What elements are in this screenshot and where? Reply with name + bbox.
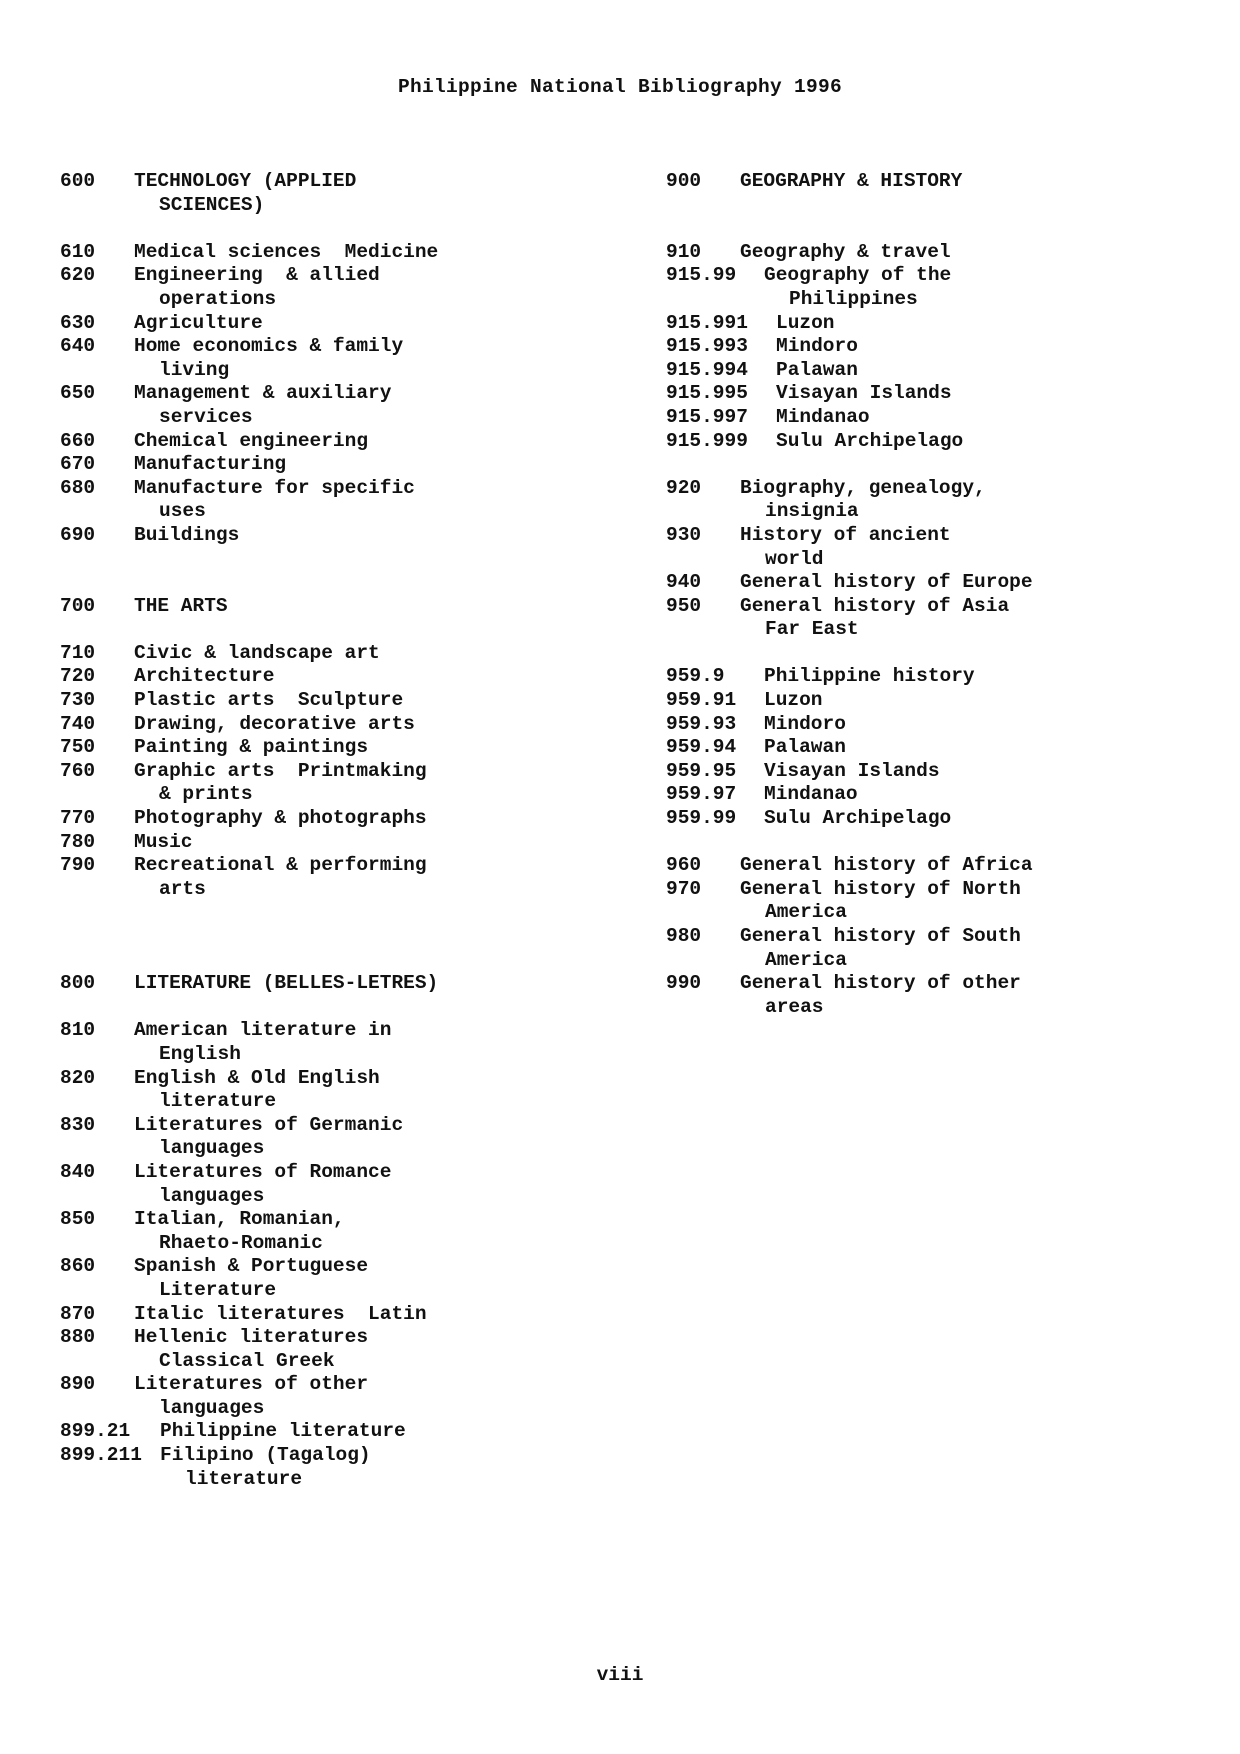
class-caption — [134, 453, 286, 477]
class-number: 970 — [666, 877, 702, 900]
class-caption — [776, 406, 870, 430]
caption-line: Literatures of Romance — [134, 1160, 392, 1183]
caption-line: General history of Africa — [740, 854, 1033, 877]
classification-entry — [666, 406, 1033, 430]
spacer — [60, 901, 438, 972]
classification-entry — [666, 736, 1033, 760]
class-number: 600 — [60, 170, 96, 192]
class-caption — [764, 689, 823, 713]
classification-entry — [60, 713, 438, 737]
class-caption — [134, 170, 356, 217]
class-caption — [134, 477, 415, 524]
class-caption — [134, 972, 438, 996]
caption-line: Mindanao — [776, 405, 870, 428]
caption-line: General history of North — [740, 877, 1021, 900]
caption-line: Literatures of other — [134, 1373, 369, 1396]
caption-continuation: America — [765, 948, 847, 971]
class-caption — [764, 783, 858, 807]
class-number: 990 — [666, 972, 702, 995]
caption-line: Philippine history — [764, 665, 975, 688]
spacer — [666, 642, 1033, 666]
class-caption — [740, 972, 1021, 1019]
caption-line: Architecture — [134, 665, 275, 688]
class-caption — [740, 524, 951, 571]
class-caption — [134, 1208, 345, 1255]
class-number: 959.97 — [666, 783, 737, 806]
spacer — [60, 996, 438, 1020]
class-caption — [134, 831, 193, 855]
caption-line: Palawan — [776, 358, 858, 381]
classification-entry — [60, 807, 438, 831]
caption-continuation: America — [765, 901, 847, 924]
class-number: 959.94 — [666, 736, 737, 759]
classification-entry — [666, 335, 1033, 359]
caption-continuation: world — [765, 547, 824, 570]
class-caption — [776, 312, 835, 336]
class-caption — [740, 241, 951, 265]
caption-continuation: arts — [159, 877, 206, 900]
caption-line: Visayan Islands — [776, 382, 952, 405]
caption-line: History of ancient — [740, 523, 951, 546]
caption-line: Home economics & family — [134, 335, 404, 358]
classification-entry — [60, 430, 438, 454]
class-caption — [740, 571, 1033, 595]
class-number: 740 — [60, 712, 96, 735]
class-caption — [134, 1255, 368, 1302]
class-number: 915.993 — [666, 335, 748, 358]
class-caption — [134, 241, 438, 265]
classification-entry — [60, 241, 438, 265]
caption-line: Spanish & Portuguese — [134, 1255, 369, 1278]
class-caption — [134, 524, 239, 548]
class-caption — [134, 1114, 403, 1161]
classification-entry — [60, 312, 438, 336]
class-number: 840 — [60, 1160, 96, 1183]
classification-entry — [666, 241, 1033, 265]
class-number: 870 — [60, 1302, 96, 1325]
classification-entry — [60, 1067, 438, 1114]
class-caption — [134, 264, 380, 311]
class-number: 900 — [666, 170, 702, 192]
classification-entry — [60, 760, 438, 807]
class-caption — [776, 359, 858, 383]
classification-entry — [666, 382, 1033, 406]
caption-line: Literatures of Germanic — [134, 1113, 404, 1136]
class-number: 720 — [60, 665, 96, 688]
caption-continuation: insignia — [765, 500, 859, 523]
classification-entry — [666, 595, 1033, 642]
caption-line: Visayan Islands — [764, 759, 940, 782]
caption-line: TECHNOLOGY (APPLIED — [134, 170, 357, 192]
classification-entry — [60, 170, 438, 217]
classification-entry — [666, 170, 1033, 194]
classification-entry — [60, 477, 438, 524]
caption-line: Recreational & performing — [134, 854, 427, 877]
class-number: 930 — [666, 523, 702, 546]
caption-line: Medical sciences Medicine — [134, 240, 439, 263]
class-caption — [134, 312, 263, 336]
caption-line: Philippine literature — [160, 1420, 406, 1443]
page-title: Philippine National Bibliography 1996 — [397, 76, 843, 98]
class-number: 850 — [60, 1208, 96, 1231]
classification-entry — [60, 1208, 438, 1255]
caption-line: Civic & landscape art — [134, 641, 380, 664]
caption-continuation: languages — [159, 1396, 265, 1419]
classification-entry — [60, 335, 438, 382]
caption-line: Music — [134, 830, 193, 853]
class-number: 959.99 — [666, 807, 737, 830]
caption-continuation: & prints — [159, 783, 253, 806]
caption-line: Plastic arts Sculpture — [134, 689, 404, 712]
page-number: viii — [596, 1664, 644, 1686]
classification-entry — [60, 382, 438, 429]
class-number: 880 — [60, 1326, 96, 1349]
class-caption — [134, 760, 427, 807]
classification-entry — [666, 689, 1033, 713]
class-number: 620 — [60, 264, 96, 287]
caption-continuation: Literature — [159, 1278, 277, 1301]
caption-line: Management & auxiliary — [134, 382, 392, 405]
classification-entry — [666, 925, 1033, 972]
classification-entry — [60, 524, 438, 548]
spacer — [666, 194, 1033, 241]
class-caption — [764, 264, 951, 311]
class-caption — [134, 430, 368, 454]
classification-entry — [666, 524, 1033, 571]
class-number: 790 — [60, 854, 96, 877]
caption-line: Luzon — [776, 311, 835, 334]
classification-entry — [666, 972, 1033, 1019]
left-classification-column — [60, 170, 438, 1491]
class-number: 640 — [60, 335, 96, 358]
class-number: 899.21 — [60, 1420, 131, 1443]
caption-line: Sulu Archipelago — [776, 429, 964, 452]
class-caption — [134, 807, 427, 831]
class-number: 810 — [60, 1019, 96, 1042]
class-caption — [764, 713, 846, 737]
classification-entry — [60, 689, 438, 713]
class-caption — [134, 736, 368, 760]
spacer — [60, 217, 438, 241]
classification-entry — [666, 477, 1033, 524]
caption-continuation: Far East — [765, 618, 859, 641]
caption-continuation: languages — [159, 1184, 265, 1207]
classification-entry — [666, 359, 1033, 383]
class-number: 750 — [60, 736, 96, 759]
class-number: 630 — [60, 311, 96, 334]
caption-continuation: literature — [159, 1090, 277, 1113]
caption-line: Photography & photographs — [134, 807, 427, 830]
class-caption — [740, 925, 1021, 972]
class-caption — [134, 1326, 368, 1373]
class-caption — [764, 736, 846, 760]
caption-line: Graphic arts Printmaking — [134, 759, 427, 782]
class-number: 890 — [60, 1373, 96, 1396]
caption-continuation: Rhaeto-Romanic — [159, 1231, 323, 1254]
class-caption — [764, 665, 975, 689]
class-caption — [134, 1373, 368, 1420]
class-number: 730 — [60, 689, 96, 712]
classification-entry — [60, 595, 438, 619]
class-caption — [134, 1303, 427, 1327]
caption-line: General history of Asia — [740, 594, 1010, 617]
caption-continuation: English — [159, 1042, 241, 1065]
caption-line: GEOGRAPHY & HISTORY — [740, 170, 963, 192]
caption-line: Mindanao — [764, 783, 858, 806]
caption-line: Manufacturing — [134, 453, 287, 476]
class-caption — [134, 382, 391, 429]
caption-line: Drawing, decorative arts — [134, 712, 415, 735]
classification-entry — [60, 665, 438, 689]
class-caption — [134, 689, 403, 713]
caption-line: Geography of the — [764, 264, 952, 287]
class-caption — [134, 1019, 391, 1066]
caption-line: Luzon — [764, 689, 823, 712]
caption-continuation: Philippines — [789, 287, 918, 310]
class-number: 710 — [60, 641, 96, 664]
caption-line: Filipino (Tagalog) — [160, 1444, 371, 1467]
class-number: 860 — [60, 1255, 96, 1278]
caption-line: Engineering & allied — [134, 264, 380, 287]
class-number: 915.99 — [666, 264, 737, 287]
caption-line: Italic literatures Latin — [134, 1302, 427, 1325]
class-caption — [160, 1420, 406, 1444]
class-number: 760 — [60, 759, 96, 782]
spacer — [60, 548, 438, 595]
caption-line: General history of Europe — [740, 571, 1033, 594]
class-caption — [160, 1444, 371, 1491]
class-number: 950 — [666, 594, 702, 617]
class-number: 915.997 — [666, 405, 748, 428]
class-caption — [134, 335, 403, 382]
class-caption — [134, 1161, 391, 1208]
caption-line: Agriculture — [134, 311, 263, 334]
class-caption — [776, 430, 963, 454]
caption-continuation: Classical Greek — [159, 1349, 335, 1372]
class-caption — [764, 807, 951, 831]
classification-entry — [60, 453, 438, 477]
class-caption — [740, 595, 1009, 642]
classification-entry — [60, 1326, 438, 1373]
caption-line: General history of South — [740, 925, 1021, 947]
classification-entry — [60, 1303, 438, 1327]
caption-line: Painting & paintings — [134, 736, 369, 759]
classification-entry — [60, 854, 438, 901]
class-number: 680 — [60, 476, 96, 499]
class-number: 959.93 — [666, 712, 737, 735]
classification-entry — [666, 783, 1033, 807]
caption-continuation: areas — [765, 995, 824, 1018]
classification-entry — [666, 571, 1033, 595]
caption-line: Sulu Archipelago — [764, 807, 952, 830]
class-number: 915.999 — [666, 429, 748, 452]
classification-entry — [666, 713, 1033, 737]
class-number: 820 — [60, 1066, 96, 1089]
classification-entry — [60, 1373, 438, 1420]
spacer — [666, 453, 1033, 477]
classification-entry — [666, 854, 1033, 878]
class-number: 830 — [60, 1113, 96, 1136]
classification-entry — [60, 1161, 438, 1208]
class-caption — [740, 878, 1021, 925]
class-number: 940 — [666, 571, 702, 594]
class-caption — [776, 382, 952, 406]
class-caption — [764, 760, 940, 784]
caption-continuation: services — [159, 405, 253, 428]
classification-entry — [60, 736, 438, 760]
class-number: 780 — [60, 830, 96, 853]
class-number: 915.994 — [666, 358, 748, 381]
classification-entry — [60, 264, 438, 311]
class-number: 700 — [60, 594, 96, 617]
caption-line: LITERATURE (BELLES-LETRES) — [134, 972, 439, 995]
classification-entry — [666, 430, 1033, 454]
class-number: 770 — [60, 807, 96, 830]
class-caption — [776, 335, 858, 359]
classification-entry — [60, 1114, 438, 1161]
class-number: 910 — [666, 240, 702, 263]
caption-line: Manufacture for specific — [134, 476, 415, 499]
class-number: 800 — [60, 972, 96, 995]
caption-continuation: SCIENCES) — [159, 193, 265, 216]
caption-line: Italian, Romanian, — [134, 1208, 345, 1231]
class-number: 915.995 — [666, 382, 748, 405]
spacer — [60, 618, 438, 642]
caption-line: General history of other — [740, 972, 1021, 995]
class-number: 660 — [60, 429, 96, 452]
class-number: 959.9 — [666, 665, 725, 688]
class-caption — [134, 854, 427, 901]
caption-line: Mindoro — [764, 712, 846, 735]
caption-line: Geography & travel — [740, 240, 951, 263]
caption-line: Biography, genealogy, — [740, 476, 986, 499]
class-caption — [134, 1067, 380, 1114]
classification-entry — [666, 312, 1033, 336]
class-number: 960 — [666, 854, 702, 877]
classification-entry — [666, 665, 1033, 689]
classification-entry — [666, 760, 1033, 784]
caption-line: Mindoro — [776, 335, 858, 358]
classification-entry — [60, 1444, 438, 1491]
right-classification-column — [666, 170, 1033, 1019]
class-number: 899.211 — [60, 1444, 142, 1467]
spacer — [666, 831, 1033, 855]
caption-line: American literature in — [134, 1019, 392, 1042]
class-number: 915.991 — [666, 311, 748, 334]
classification-entry — [666, 264, 1033, 311]
class-number: 980 — [666, 925, 702, 947]
caption-continuation: operations — [159, 287, 277, 310]
classification-entry — [60, 972, 438, 996]
caption-continuation: uses — [159, 500, 206, 523]
caption-line: Hellenic literatures — [134, 1326, 369, 1349]
caption-continuation: literature — [185, 1467, 303, 1490]
caption-line: Buildings — [134, 523, 240, 546]
classification-entry — [60, 1420, 438, 1444]
classification-entry — [60, 831, 438, 855]
class-number: 920 — [666, 476, 702, 499]
caption-line: English & Old English — [134, 1066, 380, 1089]
classification-entry — [666, 807, 1033, 831]
class-number: 670 — [60, 453, 96, 476]
class-caption — [134, 713, 415, 737]
caption-line: THE ARTS — [134, 594, 228, 617]
classification-entry — [666, 878, 1033, 925]
caption-line: Chemical engineering — [134, 429, 369, 452]
caption-line: Palawan — [764, 736, 846, 759]
class-number: 650 — [60, 382, 96, 405]
class-number: 959.91 — [666, 689, 737, 712]
class-number: 690 — [60, 523, 96, 546]
caption-continuation: languages — [159, 1137, 265, 1160]
class-caption — [740, 854, 1033, 878]
classification-entry — [60, 1255, 438, 1302]
classification-entry — [60, 642, 438, 666]
class-caption — [740, 477, 986, 524]
class-caption — [740, 170, 962, 194]
class-caption — [134, 595, 228, 619]
class-number: 959.95 — [666, 759, 737, 782]
class-number: 610 — [60, 240, 96, 263]
class-caption — [134, 665, 274, 689]
caption-continuation: living — [159, 358, 230, 381]
class-caption — [134, 642, 380, 666]
classification-entry — [60, 1019, 438, 1066]
